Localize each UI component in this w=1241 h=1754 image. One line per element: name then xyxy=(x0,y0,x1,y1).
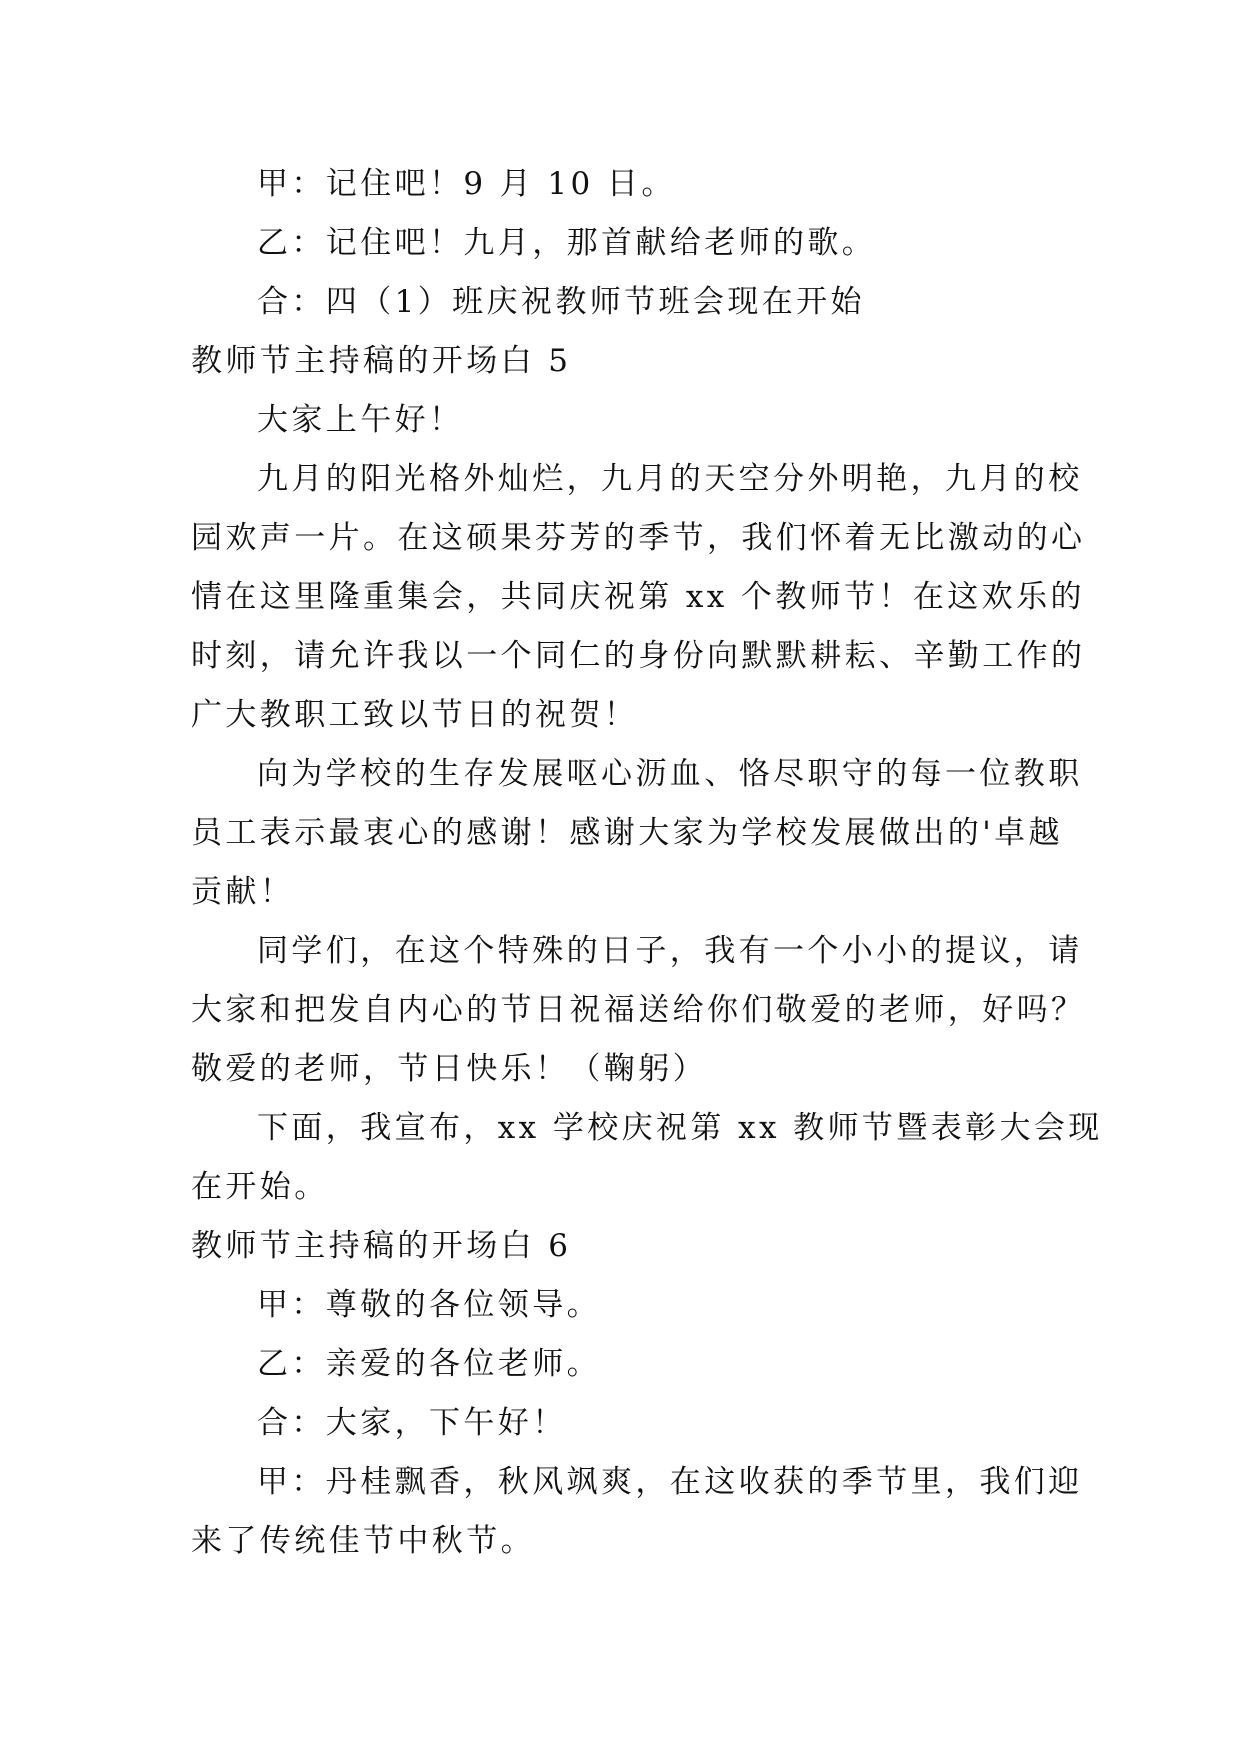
text-line: 敬爱的老师，节日快乐！（鞠躬） xyxy=(191,1051,707,1087)
text-line: 乙：亲爱的各位老师。 xyxy=(257,1346,601,1382)
text-line: 员工表示最衷心的感谢！感谢大家为学校发展做出的'卓越 xyxy=(191,815,1063,851)
text-line: 情在这里隆重集会，共同庆祝第 xx 个教师节！在这欢乐的 xyxy=(191,579,1085,615)
text-line: 下面，我宣布，xx 学校庆祝第 xx 教师节暨表彰大会现 xyxy=(257,1110,1103,1146)
text-line: 向为学校的生存发展呕心沥血、恪尽职守的每一位教职 xyxy=(257,756,1083,792)
text-line: 合：大家，下午好！ xyxy=(257,1405,567,1441)
section-heading: 教师节主持稿的开场白 6 xyxy=(191,1228,572,1264)
text-line: 大家上午好！ xyxy=(257,402,464,438)
text-line: 乙：记住吧！九月，那首献给老师的歌。 xyxy=(257,225,877,261)
text-line: 来了传统佳节中秋节。 xyxy=(191,1523,535,1559)
text-line: 九月的阳光格外灿烂，九月的天空分外明艳，九月的校 xyxy=(257,461,1083,497)
text-line: 同学们，在这个特殊的日子，我有一个小小的提议，请 xyxy=(257,933,1083,969)
text-line: 甲：丹桂飘香，秋风飒爽，在这收获的季节里，我们迎 xyxy=(257,1464,1083,1500)
text-line: 合：四（1）班庆祝教师节班会现在开始 xyxy=(257,284,865,320)
text-line: 贡献！ xyxy=(191,874,295,910)
text-line: 在开始。 xyxy=(191,1169,329,1205)
text-line: 时刻，请允许我以一个同仁的身份向默默耕耘、辛勤工作的 xyxy=(191,638,1086,674)
text-line: 甲：记住吧！9 月 10 日。 xyxy=(257,166,676,202)
text-line: 广大教职工致以节日的祝贺！ xyxy=(191,697,639,733)
text-line: 园欢声一片。在这硕果芬芳的季节，我们怀着无比激动的心 xyxy=(191,520,1086,556)
text-line: 甲：尊敬的各位领导。 xyxy=(257,1287,601,1323)
text-line: 大家和把发自内心的节日祝福送给你们敬爱的老师，好吗？ xyxy=(191,992,1086,1028)
section-heading: 教师节主持稿的开场白 5 xyxy=(191,343,572,379)
